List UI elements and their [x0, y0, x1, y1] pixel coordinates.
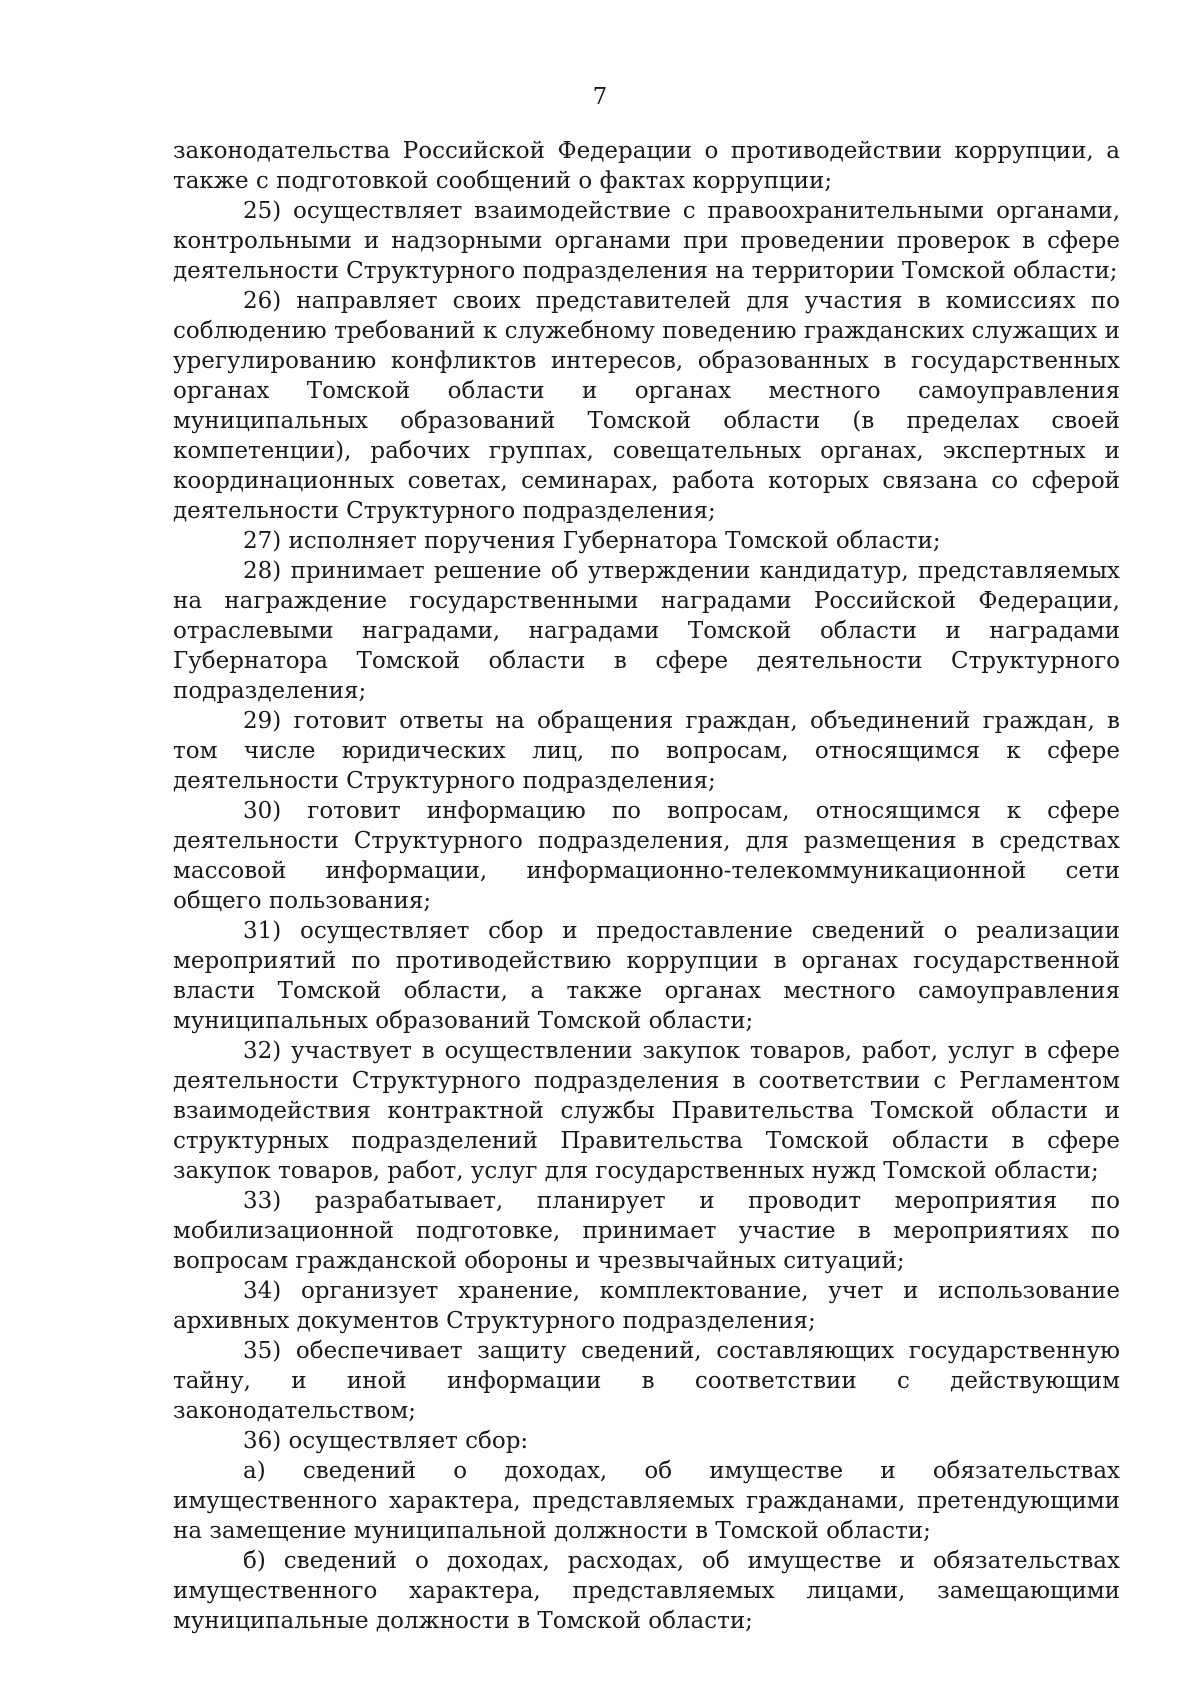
paragraph-item-26: 26) направляет своих представителей для участия в комиссиях по соблюдению требований к служебному поведению гражданских служащих и урегулированию конфликтов интересов, образованных в государственных органах Томской области и органах местного самоуправления муниципальных образований Томской области (в пределах своей компетенции), рабочих группах, совещательных органах, экспертных и координационных советах, семинарах, работа которых связана со сферой деятельности Структурного подразделения; — [173, 288, 1120, 524]
paragraph-item-29: 29) готовит ответы на обращения граждан, объединений граждан, в том числе юридических лиц, по вопросам, относящимся к сфере деятельности Структурного подразделения; — [173, 708, 1120, 794]
paragraph-subitem-b: б) сведений о доходах, расходах, об имуществе и обязательствах имущественного характера, представляемых лицами, замещающими муниципальные должности в Томской области; — [173, 1548, 1120, 1634]
paragraph-item-33: 33) разрабатывает, планирует и проводит мероприятия по мобилизационной подготовке, принимает участие в мероприятиях по вопросам гражданской обороны и чрезвычайных ситуаций; — [173, 1188, 1120, 1274]
document-body — [173, 136, 1120, 1636]
paragraph-item-27: 27) исполняет поручения Губернатора Томской области; — [243, 528, 941, 554]
paragraph-item-32: 32) участвует в осуществлении закупок товаров, работ, услуг в сфере деятельности Структурного подразделения в соответствии с Регламентом взаимодействия контрактной службы Правительства Томской области и структурных подразделений Правительства Томской области в сфере закупок товаров, работ, услуг для государственных нужд Томской области; — [173, 1038, 1120, 1184]
page-number: 7 — [592, 84, 608, 110]
paragraph-item-28: 28) принимает решение об утверждении кандидатур, представляемых на награждение государственными наградами Российской Федерации, отраслевыми наградами, наградами Томской области и наградами Губернатора Томской области в сфере деятельности Структурного подразделения; — [173, 558, 1120, 704]
paragraph-item-36: 36) осуществляет сбор: — [243, 1428, 529, 1454]
paragraph-item-25: 25) осуществляет взаимодействие с правоохранительными органами, контрольными и надзорными органами при проведении проверок в сфере деятельности Структурного подразделения на территории Томской области; — [173, 198, 1120, 284]
paragraph-subitem-a: а) сведений о доходах, об имуществе и обязательствах имущественного характера, представляемых гражданами, претендующими на замещение муниципальной должности в Томской области; — [173, 1458, 1120, 1544]
paragraph-continuation: законодательства Российской Федерации о противодействии коррупции, а также с подготовкой сообщений о фактах коррупции; — [173, 138, 1120, 194]
paragraph-item-34: 34) организует хранение, комплектование, учет и использование архивных документов Структурного подразделения; — [173, 1278, 1120, 1334]
paragraph-item-30: 30) готовит информацию по вопросам, относящимся к сфере деятельности Структурного подразделения, для размещения в средствах массовой информации, информационно-телекоммуникационной сети общего пользования; — [173, 798, 1120, 914]
paragraph-item-31: 31) осуществляет сбор и предоставление сведений о реализации мероприятий по противодействию коррупции в органах государственной власти Томской области, а также органах местного самоуправления муниципальных образований Томской области; — [173, 918, 1120, 1034]
paragraph-item-35: 35) обеспечивает защиту сведений, составляющих государственную тайну, и иной информации в соответствии с действующим законодательством; — [173, 1338, 1120, 1424]
